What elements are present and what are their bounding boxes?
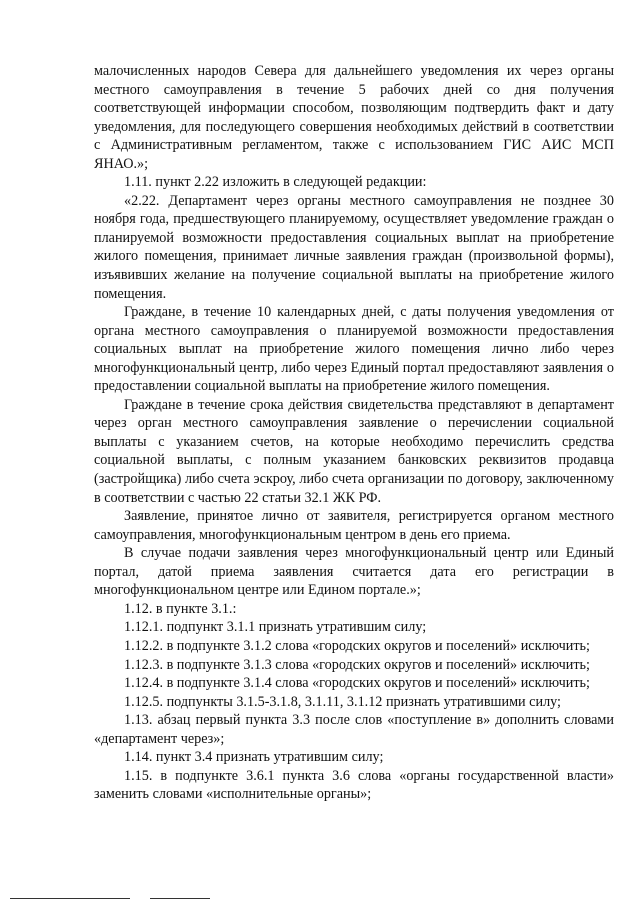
paragraph: 1.11. пункт 2.22 изложить в следующей редакции: bbox=[124, 174, 427, 191]
paragraph: 1.13. абзац первый пункта 3.3 после слов «поступление в» дополнить словами «департамент через»; bbox=[94, 712, 614, 747]
paragraph: Граждане, в течение 10 календарных дней, с даты получения уведомления от органа местного самоуправления о планируемой возможности предоставления социальных выплат на приобретение жилого помещения лично либо через многофункциональный центр, либо через Единый портал предоставляют заявления о предоставлении социальной выплаты на приобретение жилого помещения. bbox=[94, 304, 614, 395]
paragraph: Граждане в течение срока действия свидетельства представляют в департамент через орган местного самоуправления заявление о перечислении социальной выплаты с указанием счетов, на которые необходимо перечислить средства социальной выплаты, с полным указанием банковских реквизитов продавца (застройщика) либо счета эскроу, либо счета организации по договору, заключенному в соответствии с частью 22 статьи 32.1 ЖК РФ. bbox=[94, 396, 614, 506]
paragraph: 1.12.1. подпункт 3.1.1 признать утратившим силу; bbox=[124, 619, 427, 636]
paragraph: 1.12. в пункте 3.1.: bbox=[124, 600, 237, 617]
paragraph: «2.22. Департамент через органы местного самоуправления не позднее 30 ноября года, предшествующего планируемому, осуществляет уведомление граждан о планируемой возможности предоставления социальных выплат на приобретение жилого помещения, принимает личные заявления граждан (произвольной формы), изъявивших желание на получение социальной выплаты на приобретение жилого помещения. bbox=[94, 192, 614, 302]
paragraph: 1.12.2. в подпункте 3.1.2 слова «городских округов и поселений» исключить; bbox=[124, 637, 590, 654]
paragraph: В случае подачи заявления через многофункциональный центр или Единый портал, датой приема заявления считается дата его регистрации в многофункциональном центре или Едином портале.»; bbox=[94, 545, 614, 599]
paragraph: 1.12.5. подпункты 3.1.5-3.1.8, 3.1.11, 3.1.12 признать утратившими силу; bbox=[124, 693, 561, 710]
footer-divider bbox=[150, 898, 210, 899]
document-body bbox=[94, 62, 614, 804]
footer-divider bbox=[10, 898, 130, 899]
paragraph: Заявление, принятое лично от заявителя, регистрируется органом местного самоуправления, многофункциональным центром в день его приема. bbox=[94, 508, 614, 543]
paragraph: 1.12.4. в подпункте 3.1.4 слова «городских округов и поселений» исключить; bbox=[124, 675, 590, 692]
paragraph: 1.15. в подпункте 3.6.1 пункта 3.6 слова «органы государственной власти» заменить словами «исполнительные органы»; bbox=[94, 767, 614, 803]
paragraph: 1.14. пункт 3.4 признать утратившим силу; bbox=[124, 749, 384, 766]
paragraph: 1.12.3. в подпункте 3.1.3 слова «городских округов и поселений» исключить; bbox=[124, 656, 590, 673]
paragraph: малочисленных народов Севера для дальнейшего уведомления их через органы местного самоуправления в течение 5 рабочих дней со дня получения соответствующей информации способом, позволяющим подтвердить факт и дату уведомления, для последующего совершения необходимых действий в соответствии с Административным регламентом, также с использованием ГИС АИС МСП ЯНАО.»; bbox=[94, 63, 614, 172]
